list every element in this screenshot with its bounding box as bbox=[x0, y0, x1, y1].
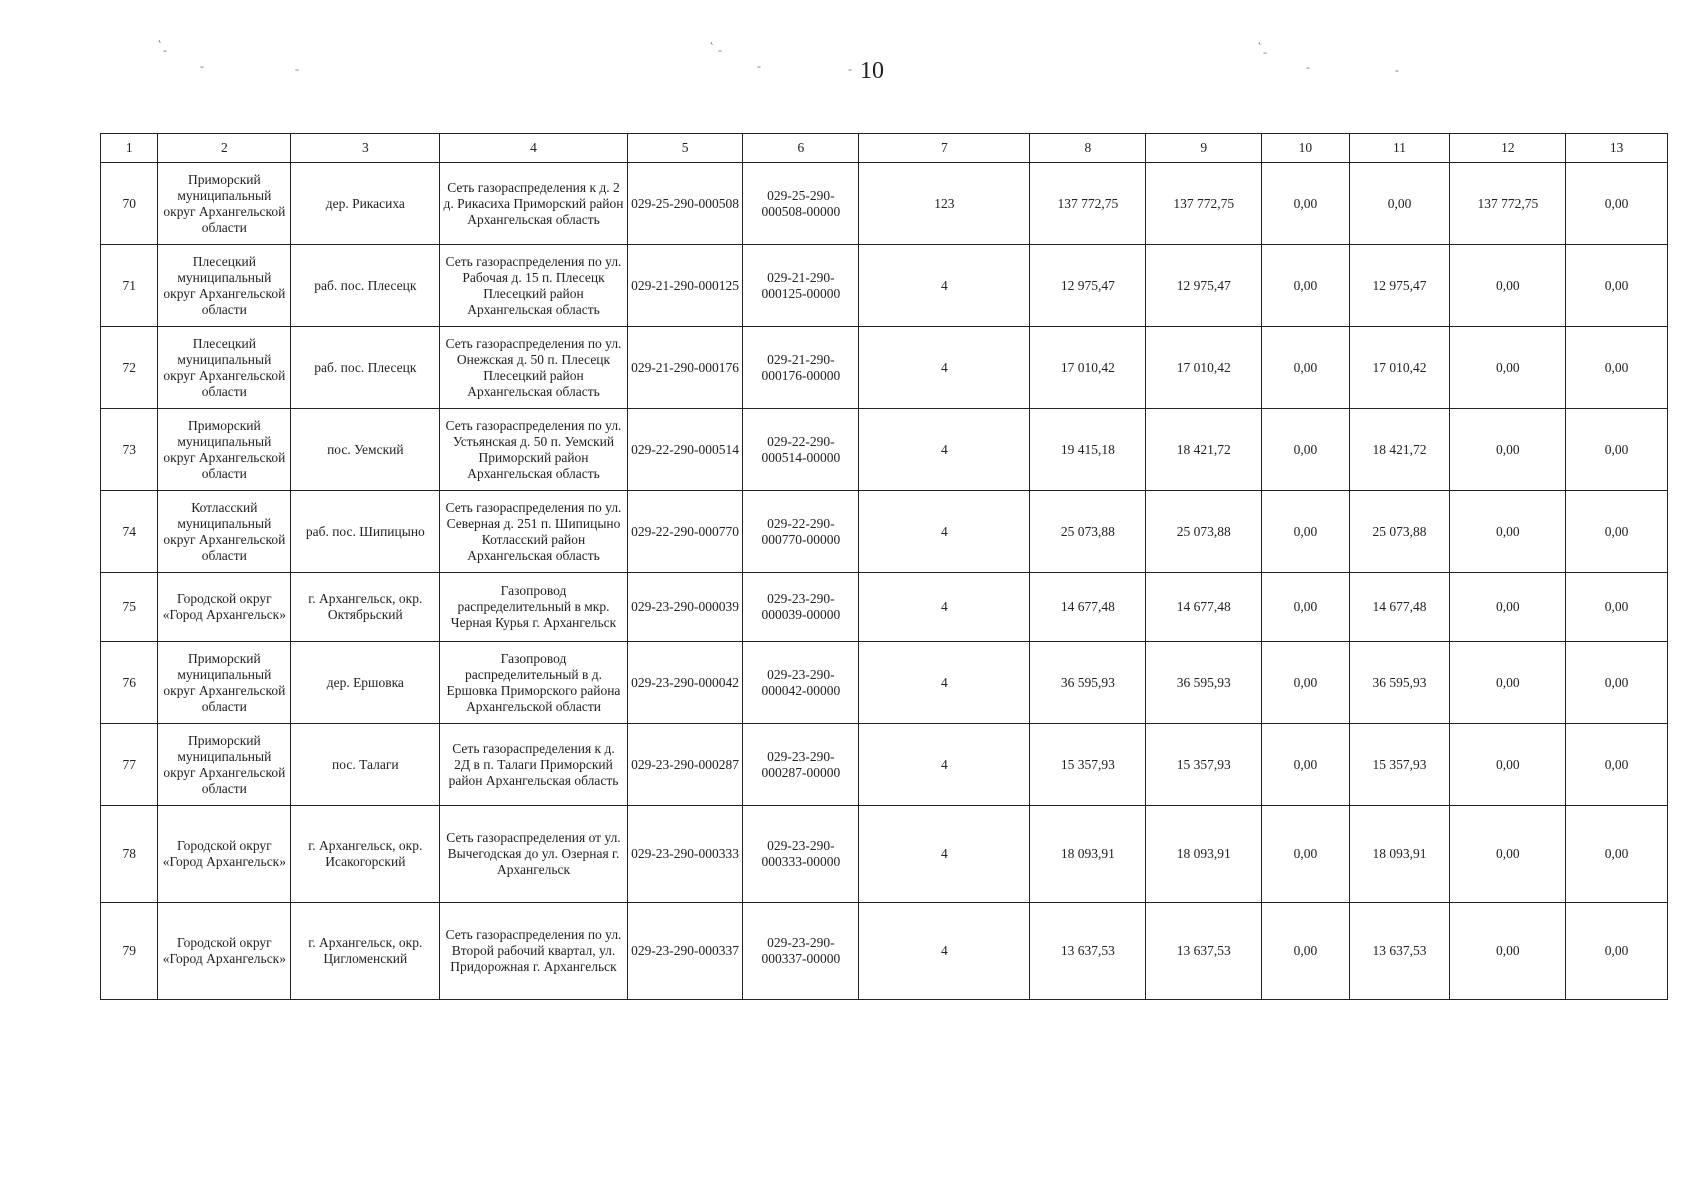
scan-speck: ˛ bbox=[1258, 31, 1262, 45]
amount-col-9: 36 595,93 bbox=[1146, 642, 1262, 724]
scan-speck: - bbox=[848, 62, 852, 76]
amount-col-11: 12 975,47 bbox=[1349, 245, 1450, 327]
amount-col-10: 0,00 bbox=[1262, 163, 1350, 245]
amount-col-8: 19 415,18 bbox=[1030, 409, 1146, 491]
header-cell: 2 bbox=[158, 134, 291, 163]
amount-col-10: 0,00 bbox=[1262, 491, 1350, 573]
registry-full-code: 029-23-290-000333-00000 bbox=[743, 806, 859, 903]
amount-col-9: 25 073,88 bbox=[1146, 491, 1262, 573]
row-number: 74 bbox=[101, 491, 158, 573]
amount-col-9: 12 975,47 bbox=[1146, 245, 1262, 327]
table-row bbox=[101, 724, 1668, 806]
amount-col-12: 0,00 bbox=[1450, 806, 1566, 903]
settlement: г. Архангельск, окр. Октябрьский bbox=[291, 573, 440, 642]
object-name: Газопровод распределительный в д. Ершовка Приморского района Архангельской области bbox=[440, 642, 627, 724]
row-number: 71 bbox=[101, 245, 158, 327]
amount-col-12: 0,00 bbox=[1450, 491, 1566, 573]
settlement: раб. пос. Шипицыно bbox=[291, 491, 440, 573]
scan-speck: ˛ bbox=[158, 29, 162, 43]
table-row bbox=[101, 327, 1668, 409]
object-name: Сеть газораспределения по ул. Онежская д. 50 п. Плесецк Плесецкий район Архангельская область bbox=[440, 327, 627, 409]
amount-col-11: 18 093,91 bbox=[1349, 806, 1450, 903]
amount-col-8: 15 357,93 bbox=[1030, 724, 1146, 806]
amount-col-8: 25 073,88 bbox=[1030, 491, 1146, 573]
scan-speck: - bbox=[757, 59, 761, 73]
registry-code: 029-23-290-000333 bbox=[627, 806, 743, 903]
row-number: 70 bbox=[101, 163, 158, 245]
header-cell: 4 bbox=[440, 134, 627, 163]
count-value: 4 bbox=[859, 327, 1030, 409]
header-cell: 1 bbox=[101, 134, 158, 163]
object-name: Сеть газораспределения по ул. Устьянская д. 50 п. Уемский Приморский район Архангельская область bbox=[440, 409, 627, 491]
municipality: Приморский муниципальный округ Архангельской области bbox=[158, 642, 291, 724]
municipality: Плесецкий муниципальный округ Архангельской области bbox=[158, 245, 291, 327]
amount-col-13: 0,00 bbox=[1566, 806, 1668, 903]
amount-col-12: 0,00 bbox=[1450, 724, 1566, 806]
registry-full-code: 029-23-290-000287-00000 bbox=[743, 724, 859, 806]
registry-code: 029-21-290-000176 bbox=[627, 327, 743, 409]
object-name: Сеть газораспределения по ул. Рабочая д. 15 п. Плесецк Плесецкий район Архангельская область bbox=[440, 245, 627, 327]
amount-col-11: 17 010,42 bbox=[1349, 327, 1450, 409]
amount-col-11: 18 421,72 bbox=[1349, 409, 1450, 491]
object-name: Сеть газораспределения от ул. Вычегодская до ул. Озерная г. Архангельск bbox=[440, 806, 627, 903]
header-cell: 8 bbox=[1030, 134, 1146, 163]
header-cell: 13 bbox=[1566, 134, 1668, 163]
amount-col-10: 0,00 bbox=[1262, 642, 1350, 724]
municipality: Приморский муниципальный округ Архангельской области bbox=[158, 724, 291, 806]
object-name: Сеть газораспределения по ул. Северная д. 251 п. Шипицыно Котласский район Архангельская область bbox=[440, 491, 627, 573]
header-row bbox=[101, 134, 1668, 163]
amount-col-13: 0,00 bbox=[1566, 642, 1668, 724]
row-number: 72 bbox=[101, 327, 158, 409]
registry-code: 029-25-290-000508 bbox=[627, 163, 743, 245]
scan-speck: - bbox=[1395, 63, 1399, 77]
settlement: пос. Талаги bbox=[291, 724, 440, 806]
amount-col-9: 15 357,93 bbox=[1146, 724, 1262, 806]
municipality: Приморский муниципальный округ Архангельской области bbox=[158, 409, 291, 491]
registry-code: 029-23-290-000039 bbox=[627, 573, 743, 642]
registry-full-code: 029-21-290-000125-00000 bbox=[743, 245, 859, 327]
amount-col-11: 15 357,93 bbox=[1349, 724, 1450, 806]
municipality: Городской округ «Город Архангельск» bbox=[158, 573, 291, 642]
amount-col-13: 0,00 bbox=[1566, 491, 1668, 573]
count-value: 4 bbox=[859, 245, 1030, 327]
row-number: 79 bbox=[101, 903, 158, 1000]
settlement: дер. Рикасиха bbox=[291, 163, 440, 245]
municipality: Котласский муниципальный округ Архангельской области bbox=[158, 491, 291, 573]
amount-col-9: 18 093,91 bbox=[1146, 806, 1262, 903]
amount-col-12: 0,00 bbox=[1450, 245, 1566, 327]
header-cell: 12 bbox=[1450, 134, 1566, 163]
count-value: 4 bbox=[859, 491, 1030, 573]
object-name: Сеть газораспределения к д. 2Д в п. Талаги Приморский район Архангельская область bbox=[440, 724, 627, 806]
count-value: 4 bbox=[859, 573, 1030, 642]
scan-speck: - bbox=[1306, 60, 1310, 74]
header-cell: 7 bbox=[859, 134, 1030, 163]
settlement: дер. Ершовка bbox=[291, 642, 440, 724]
settlement: раб. пос. Плесецк bbox=[291, 327, 440, 409]
registry-full-code: 029-23-290-000337-00000 bbox=[743, 903, 859, 1000]
amount-col-12: 0,00 bbox=[1450, 642, 1566, 724]
amount-col-10: 0,00 bbox=[1262, 245, 1350, 327]
amount-col-13: 0,00 bbox=[1566, 163, 1668, 245]
registry-full-code: 029-22-290-000770-00000 bbox=[743, 491, 859, 573]
amount-col-13: 0,00 bbox=[1566, 724, 1668, 806]
scan-speck: - bbox=[200, 59, 204, 73]
registry-code: 029-23-290-000042 bbox=[627, 642, 743, 724]
registry-code: 029-22-290-000770 bbox=[627, 491, 743, 573]
scan-speck: - bbox=[163, 43, 167, 57]
scan-speck: ˛ bbox=[710, 31, 714, 45]
registry-code: 029-21-290-000125 bbox=[627, 245, 743, 327]
registry-full-code: 029-23-290-000042-00000 bbox=[743, 642, 859, 724]
header-cell: 10 bbox=[1262, 134, 1350, 163]
amount-col-8: 13 637,53 bbox=[1030, 903, 1146, 1000]
count-value: 123 bbox=[859, 163, 1030, 245]
header-cell: 5 bbox=[627, 134, 743, 163]
amount-col-11: 25 073,88 bbox=[1349, 491, 1450, 573]
table-row bbox=[101, 163, 1668, 245]
amount-col-10: 0,00 bbox=[1262, 573, 1350, 642]
table-row bbox=[101, 806, 1668, 903]
table-row bbox=[101, 491, 1668, 573]
scan-speck: - bbox=[295, 62, 299, 76]
page-number: 10 bbox=[860, 58, 884, 84]
count-value: 4 bbox=[859, 642, 1030, 724]
row-number: 76 bbox=[101, 642, 158, 724]
settlement: раб. пос. Плесецк bbox=[291, 245, 440, 327]
registry-code: 029-22-290-000514 bbox=[627, 409, 743, 491]
amount-col-8: 137 772,75 bbox=[1030, 163, 1146, 245]
registry-full-code: 029-21-290-000176-00000 bbox=[743, 327, 859, 409]
count-value: 4 bbox=[859, 903, 1030, 1000]
amount-col-10: 0,00 bbox=[1262, 724, 1350, 806]
settlement: пос. Уемский bbox=[291, 409, 440, 491]
amount-col-8: 18 093,91 bbox=[1030, 806, 1146, 903]
registry-full-code: 029-22-290-000514-00000 bbox=[743, 409, 859, 491]
registry-code: 029-23-290-000287 bbox=[627, 724, 743, 806]
scan-speck: - bbox=[718, 43, 722, 57]
registry-full-code: 029-25-290-000508-00000 bbox=[743, 163, 859, 245]
amount-col-11: 0,00 bbox=[1349, 163, 1450, 245]
amount-col-8: 36 595,93 bbox=[1030, 642, 1146, 724]
amount-col-9: 14 677,48 bbox=[1146, 573, 1262, 642]
settlement: г. Архангельск, окр. Цигломенский bbox=[291, 903, 440, 1000]
registry-code: 029-23-290-000337 bbox=[627, 903, 743, 1000]
object-name: Сеть газораспределения к д. 2 д. Рикасиха Приморский район Архангельская область bbox=[440, 163, 627, 245]
amount-col-10: 0,00 bbox=[1262, 327, 1350, 409]
header-cell: 3 bbox=[291, 134, 440, 163]
header-cell: 9 bbox=[1146, 134, 1262, 163]
table-row bbox=[101, 245, 1668, 327]
amount-col-10: 0,00 bbox=[1262, 903, 1350, 1000]
amount-col-12: 137 772,75 bbox=[1450, 163, 1566, 245]
amount-col-12: 0,00 bbox=[1450, 327, 1566, 409]
scan-speck: - bbox=[1263, 45, 1267, 59]
amount-col-9: 17 010,42 bbox=[1146, 327, 1262, 409]
amount-col-9: 137 772,75 bbox=[1146, 163, 1262, 245]
municipality: Городской округ «Город Архангельск» bbox=[158, 806, 291, 903]
amount-col-9: 13 637,53 bbox=[1146, 903, 1262, 1000]
object-name: Сеть газораспределения по ул. Второй рабочий квартал, ул. Придорожная г. Архангельск bbox=[440, 903, 627, 1000]
amount-col-8: 17 010,42 bbox=[1030, 327, 1146, 409]
settlement: г. Архангельск, окр. Исакогорский bbox=[291, 806, 440, 903]
amount-col-11: 13 637,53 bbox=[1349, 903, 1450, 1000]
amount-col-13: 0,00 bbox=[1566, 245, 1668, 327]
row-number: 73 bbox=[101, 409, 158, 491]
amount-col-9: 18 421,72 bbox=[1146, 409, 1262, 491]
table-row bbox=[101, 642, 1668, 724]
registry-full-code: 029-23-290-000039-00000 bbox=[743, 573, 859, 642]
amount-col-11: 36 595,93 bbox=[1349, 642, 1450, 724]
amount-col-8: 14 677,48 bbox=[1030, 573, 1146, 642]
row-number: 78 bbox=[101, 806, 158, 903]
count-value: 4 bbox=[859, 409, 1030, 491]
amount-col-8: 12 975,47 bbox=[1030, 245, 1146, 327]
municipality: Приморский муниципальный округ Архангельской области bbox=[158, 163, 291, 245]
row-number: 75 bbox=[101, 573, 158, 642]
object-name: Газопровод распределительный в мкр. Черная Курья г. Архангельск bbox=[440, 573, 627, 642]
amount-col-11: 14 677,48 bbox=[1349, 573, 1450, 642]
count-value: 4 bbox=[859, 724, 1030, 806]
table-row bbox=[101, 573, 1668, 642]
amount-col-13: 0,00 bbox=[1566, 327, 1668, 409]
header-cell: 6 bbox=[743, 134, 859, 163]
amount-col-12: 0,00 bbox=[1450, 903, 1566, 1000]
gas-network-registry-table bbox=[100, 133, 1668, 1000]
amount-col-13: 0,00 bbox=[1566, 573, 1668, 642]
row-number: 77 bbox=[101, 724, 158, 806]
amount-col-12: 0,00 bbox=[1450, 573, 1566, 642]
header-cell: 11 bbox=[1349, 134, 1450, 163]
amount-col-10: 0,00 bbox=[1262, 806, 1350, 903]
municipality: Городской округ «Город Архангельск» bbox=[158, 903, 291, 1000]
amount-col-13: 0,00 bbox=[1566, 409, 1668, 491]
amount-col-13: 0,00 bbox=[1566, 903, 1668, 1000]
table-row bbox=[101, 409, 1668, 491]
municipality: Плесецкий муниципальный округ Архангельской области bbox=[158, 327, 291, 409]
amount-col-10: 0,00 bbox=[1262, 409, 1350, 491]
table-row bbox=[101, 903, 1668, 1000]
amount-col-12: 0,00 bbox=[1450, 409, 1566, 491]
count-value: 4 bbox=[859, 806, 1030, 903]
